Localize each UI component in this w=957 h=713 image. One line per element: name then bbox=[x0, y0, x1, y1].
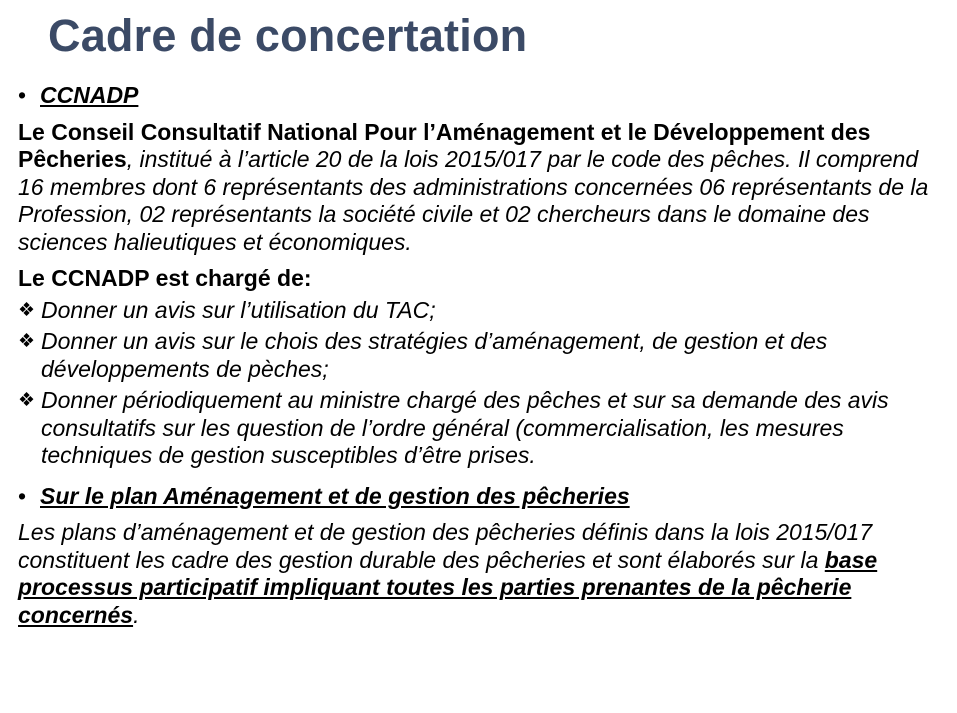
plan-description bbox=[18, 519, 948, 629]
plan-heading-text: Sur le plan Aménagement et de gestion des pêcheries bbox=[40, 482, 630, 509]
diamond-bullet-icon: ❖ bbox=[18, 390, 36, 411]
diamond-bullet-icon: ❖ bbox=[18, 331, 36, 352]
ccnadp-full-name: Le Conseil Consultatif National Pour l’Aménagement et le Développement des Pêcheries bbox=[18, 118, 871, 172]
list-item bbox=[18, 387, 948, 470]
list-item-text: Donner un avis sur le chois des stratégies d’aménagement, de gestion et des développements de pèches; bbox=[41, 328, 828, 382]
bullet-dot-icon: • bbox=[18, 82, 27, 108]
diamond-bullet-icon: ❖ bbox=[18, 299, 36, 321]
slide-title: Cadre de concertation bbox=[48, 10, 528, 61]
section-ccnadp-heading bbox=[18, 82, 948, 110]
section-plan-heading bbox=[18, 483, 948, 511]
plan-description-end: . bbox=[133, 601, 140, 628]
ccnadp-heading-text: CCNADP bbox=[40, 82, 139, 108]
slide-content bbox=[18, 82, 948, 629]
plan-description-start: Les plans d’aménagement et de gestion des pêcheries définis dans la lois 2015/017 constituent les cadre des gestion durable des pêcheries et sont élaborés sur la bbox=[18, 519, 873, 573]
ccnadp-description-text: , institué à l’article 20 de la lois 2015/017 par le code des pêches. Il comprend 16 membres dont 6 représentants des administrations concernées 06 représentants de la Profession, 02 représentants la société civile et 02 chercheurs dans le domaine des sciences halieutiques et économiques. bbox=[18, 146, 929, 255]
list-item-text: Donner un avis sur l’utilisation du TAC; bbox=[41, 296, 436, 323]
ccnadp-charge-heading: Le CCNADP est chargé de: bbox=[18, 265, 312, 291]
list-item bbox=[18, 328, 948, 383]
ccnadp-description bbox=[18, 119, 948, 257]
list-item bbox=[18, 297, 948, 325]
list-item-text: Donner périodiquement au ministre chargé des pêches et sur sa demande des avis consultatifs sur les question de l’ordre général (commercialisation, les mesures techniques de gestion susceptibles d’être prises. bbox=[41, 387, 889, 468]
plan-description-emphasis: base processus participatif impliquant toutes les parties prenantes de la pêcherie concernés bbox=[18, 546, 878, 628]
bullet-dot-icon: • bbox=[18, 482, 27, 509]
